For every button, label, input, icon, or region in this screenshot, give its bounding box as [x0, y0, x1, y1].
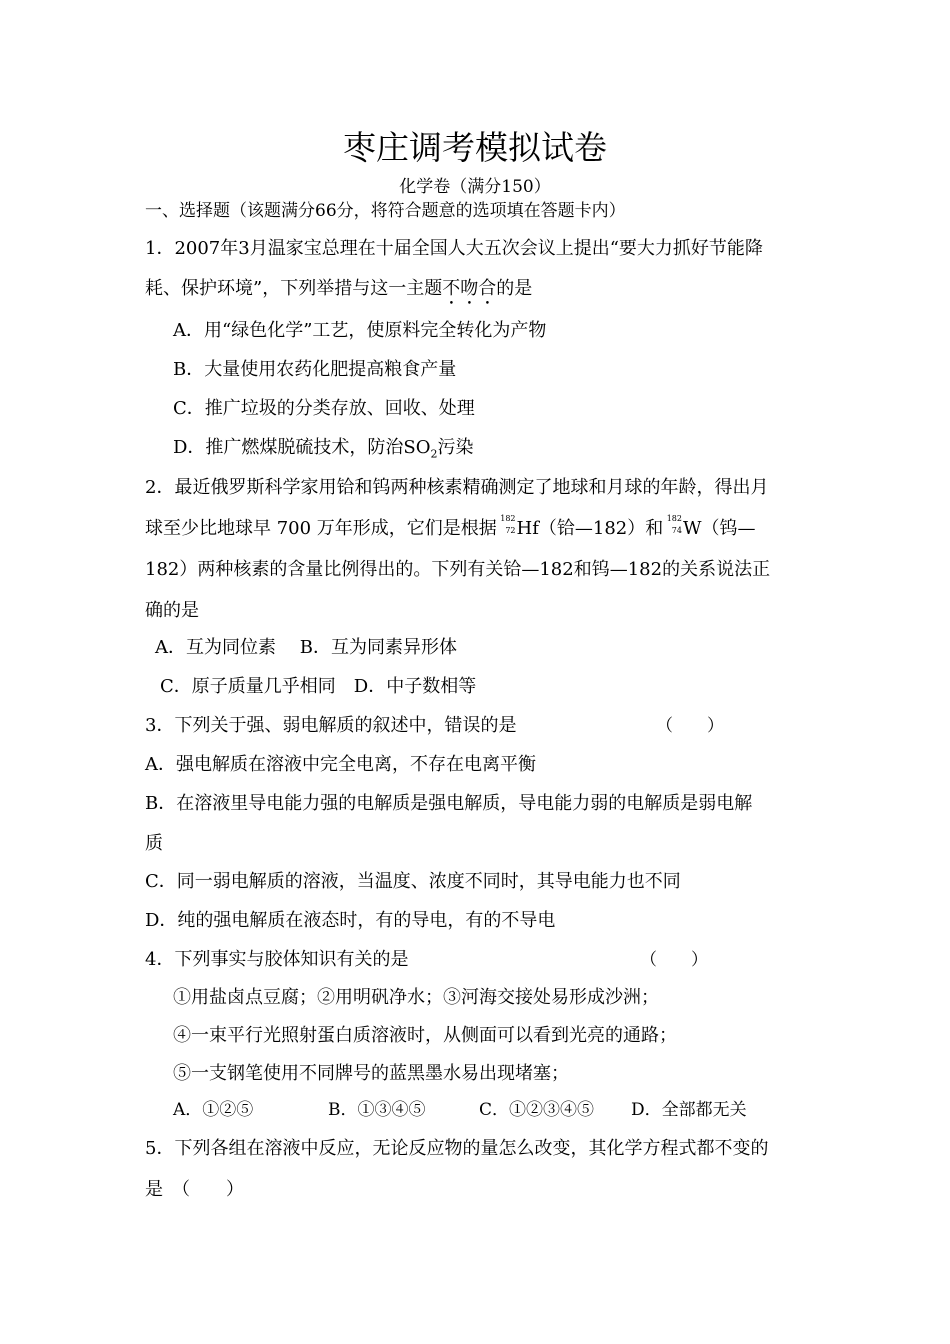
q2-options-cd: C．原子质量几乎相同 D．中子数相等: [160, 676, 477, 697]
q1-stem-line1: 1．2007年3月温家宝总理在十届全国人大五次会议上提出“要大力抓好节能降: [145, 238, 763, 259]
w-atomic-number: 74: [671, 526, 682, 535]
q1-option-c: C．推广垃圾的分类存放、回收、处理: [173, 398, 475, 419]
q2-options-ab: A．互为同位素 B．互为同素异形体: [155, 637, 457, 658]
q1-emphasis-text: 不吻合: [442, 278, 497, 299]
page-subtitle: 化学卷（满分150）: [399, 177, 551, 197]
q4-fact-line1: ①用盐卤点豆腐；②用明矾净水；③河海交接处易形成沙洲；: [173, 987, 659, 1008]
q1-option-d-text-b: 污染: [437, 437, 474, 458]
w-symbol: W: [682, 518, 702, 539]
w-mass-number: 182: [666, 514, 682, 523]
w-nuclide-notation: [666, 514, 683, 536]
q1-option-d-subscript: 2: [430, 447, 438, 461]
q3-option-c: C．同一弱电解质的溶液，当温度、浓度不同时，其导电能力也不同: [145, 871, 681, 892]
q5-stem-line1: 5．下列各组在溶液中反应，无论反应物的量怎么改变，其化学方程式都不变的: [145, 1138, 769, 1159]
q3-option-b-line2: 质: [145, 833, 163, 854]
q1-option-a: A．用“绿色化学”工艺，使原料完全转化为产物: [173, 320, 547, 341]
q4-option-d: D．全部都无关: [631, 1100, 747, 1120]
q1-stem-line2: [145, 276, 532, 309]
page-title: 枣庄调考模拟试卷: [343, 128, 607, 167]
q2-stem-line3: 182）两种核素的含量比例得出的。下列有关铪—182和钨—182的关系说法正: [145, 559, 771, 580]
q2-stem-line2: [145, 516, 755, 542]
hf-mass-number: 182: [500, 514, 516, 523]
q3-option-b-line1: B．在溶液里导电能力强的电解质是强电解质，导电能力弱的电解质是弱电解: [145, 793, 753, 814]
q2-stem-line4: 确的是: [145, 600, 199, 621]
q4-option-c: C．①②③④⑤: [479, 1100, 595, 1120]
q3-stem: 3．下列关于强、弱电解质的叙述中，错误的是: [145, 715, 517, 736]
q1-option-d-text-a: D．推广燃煤脱硫技术，防治SO: [173, 437, 431, 458]
q3-option-d: D．纯的强电解质在液态时，有的导电，有的不导电: [145, 910, 556, 931]
q4-answer-blank: （ ）: [640, 950, 708, 970]
q1-stem-text-a: 耗、保护环境”，下列举措与这一主题: [145, 278, 443, 299]
q4-fact-line3: ⑤一支钢笔使用不同牌号的蓝黑墨水易出现堵塞；: [173, 1063, 569, 1084]
q2-text-c: （钨—: [701, 518, 756, 539]
hf-symbol: Hf: [516, 518, 539, 539]
q2-stem-line1: 2．最近俄罗斯科学家用铪和钨两种核素精确测定了地球和月球的年龄，得出月: [145, 477, 769, 498]
q2-text-a: 球至少比地球早 700 万年形成，它们是根据: [145, 518, 503, 539]
q4-option-b: B．①③④⑤: [328, 1100, 426, 1120]
q4-fact-line2: ④一束平行光照射蛋白质溶液时，从侧面可以看到光亮的通路；: [173, 1025, 677, 1046]
q1-option-d: [173, 435, 474, 461]
q3-option-a: A．强电解质在溶液中完全电离，不存在电离平衡: [145, 754, 536, 775]
q2-text-b: （铪—182）和: [538, 518, 669, 539]
hf-nuclide-notation: [500, 514, 517, 536]
hf-atomic-number: 72: [505, 526, 516, 535]
q5-stem-line2: 是 （ ）: [145, 1179, 244, 1200]
q4-option-a: A．①②⑤: [173, 1100, 254, 1120]
q3-answer-blank: （ ）: [656, 716, 724, 736]
q1-option-b: B．大量使用农药化肥提高粮食产量: [173, 359, 457, 380]
q1-stem-text-b: 的是: [496, 278, 533, 299]
q4-stem: 4．下列事实与胶体知识有关的是: [145, 949, 409, 970]
section-heading: 一、选择题（该题满分66分，将符合题意的选项填在答题卡内）: [145, 201, 626, 221]
